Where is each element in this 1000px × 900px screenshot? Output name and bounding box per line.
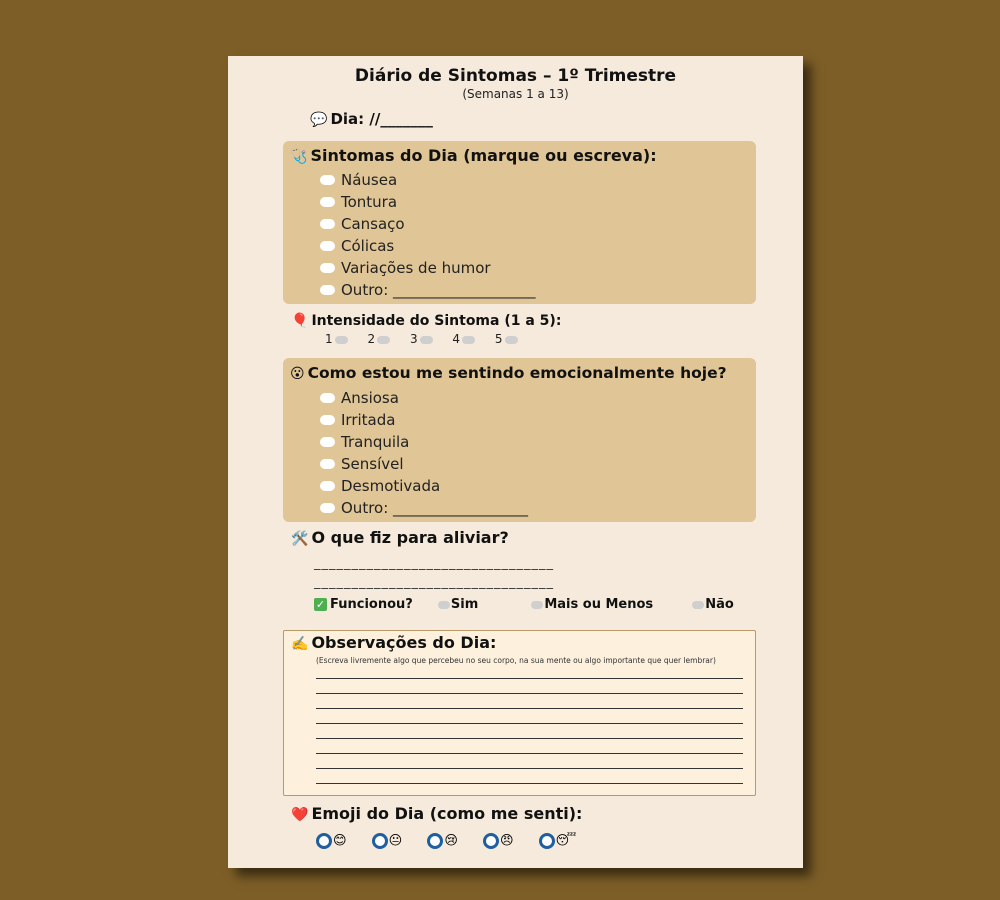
radio-button[interactable] [316,833,332,849]
emotion-option[interactable]: Irritada [320,410,395,430]
speech-bubble-icon: 💬 [310,112,328,128]
symptom-option[interactable]: Náusea [320,170,397,190]
stethoscope-icon: 🩺 [290,149,308,165]
symptoms-section [283,141,756,304]
writing-line [316,753,743,754]
emotion-option[interactable]: Desmotivada [320,476,440,496]
observations-title: ✍️ Observações do Dia: [291,633,497,652]
intensity-option-3[interactable] [420,336,433,344]
emoji-option-angry[interactable] [483,833,514,849]
intensity-option-2[interactable] [377,336,390,344]
emotions-section [283,358,756,522]
symptom-option[interactable]: Variações de humor [320,258,491,278]
checkbox[interactable] [320,503,335,513]
date-label: Dia: //_______ [330,110,433,128]
balloon-icon: 🎈 [291,313,309,329]
heart-icon: ❤️ [291,807,309,823]
relief-line[interactable]: ________________________________ [314,556,554,571]
checkbox[interactable] [320,219,335,229]
answer-yes-label: Sim [450,597,479,612]
answer-maybe-radio[interactable] [531,601,543,609]
radio-button[interactable] [483,833,499,849]
observations-instruction: (Escreva livremente algo que percebeu no seu corpo, na sua mente ou algo importante que quer lembrar) [316,656,716,665]
checkbox[interactable] [320,459,335,469]
writing-line [316,708,743,709]
checkbox[interactable] [320,175,335,185]
emotion-option-other[interactable]: Outro: __________________ [320,498,528,518]
symptoms-title: 🩺 Sintomas do Dia (marque ou escreva): [290,146,657,165]
checkbox[interactable] [320,197,335,207]
writing-line [316,738,743,739]
checkbox[interactable] [320,285,335,295]
writing-line [316,678,743,679]
emotion-option[interactable]: Sensível [320,454,404,474]
intensity-option-4[interactable] [462,336,475,344]
emoji-option-tired[interactable] [539,833,577,849]
intensity-scale: 1 2 3 4 5 [325,332,534,346]
intensity-option-1[interactable] [335,336,348,344]
worked-label: Funcionou? [330,597,413,612]
intensity-option-5[interactable] [505,336,518,344]
page-subtitle: (Semanas 1 a 13) [462,87,569,101]
checkbox[interactable] [320,481,335,491]
symptom-option[interactable]: Tontura [320,192,397,212]
checkbox[interactable] [320,241,335,251]
writing-line [316,723,743,724]
check-mark-icon: ✓ [315,598,326,611]
surprised-face-icon: 😮 [290,366,305,382]
emoji-option-happy[interactable] [316,833,347,849]
worked-row [314,597,734,612]
emoji-option-neutral[interactable] [372,833,403,849]
sleeping-face-icon: 😴 [555,833,577,848]
emotion-option[interactable]: Ansiosa [320,388,399,408]
radio-button[interactable] [427,833,443,849]
writing-line [316,693,743,694]
angry-face-icon: 😠 [499,833,514,848]
checkbox[interactable] [320,437,335,447]
relief-line[interactable]: ________________________________ [314,575,554,590]
symptom-option[interactable]: Cansaço [320,214,405,234]
smiling-face-icon: 😊 [333,833,347,848]
checkbox[interactable] [320,393,335,403]
symptom-option-other[interactable]: Outro: ___________________ [320,280,536,300]
writing-hand-icon: ✍️ [291,636,309,652]
relief-title: 🛠️ O que fiz para aliviar? [291,528,509,547]
emotions-title: 😮 Como estou me sentindo emocionalmente hoje? [290,364,727,382]
answer-yes-radio[interactable] [438,601,450,609]
emoji-options [316,829,596,849]
writing-line [316,783,743,784]
symptom-option[interactable]: Cólicas [320,236,394,256]
crying-face-icon: 😢 [444,833,458,848]
journal-page [228,56,803,868]
tools-icon: 🛠️ [291,531,309,547]
emoji-title: ❤️ Emoji do Dia (como me senti): [291,804,583,823]
checkbox[interactable] [320,263,335,273]
answer-no-label: Não [705,597,734,612]
answer-no-radio[interactable] [692,601,704,609]
emotion-option[interactable]: Tranquila [320,432,409,452]
observations-section[interactable] [283,630,756,796]
date-field[interactable] [310,110,433,128]
checkbox[interactable] [320,415,335,425]
radio-button[interactable] [539,833,555,849]
intensity-title: 🎈 Intensidade do Sintoma (1 a 5): [291,313,562,329]
neutral-face-icon: 😐 [388,833,403,848]
writing-line [316,768,743,769]
emoji-option-sad[interactable] [427,833,458,849]
page-title: Diário de Sintomas – 1º Trimestre [354,66,677,86]
answer-maybe-label: Mais ou Menos [544,597,654,612]
radio-button[interactable] [372,833,388,849]
